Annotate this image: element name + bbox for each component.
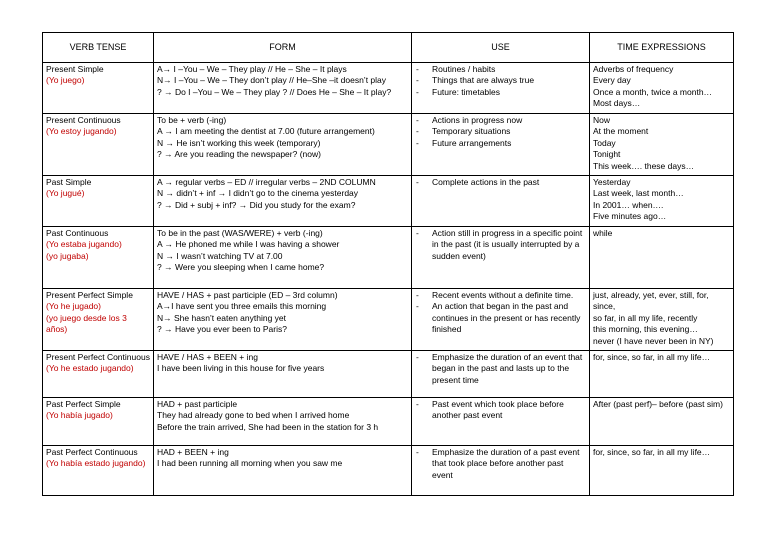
table-row: [43, 176, 734, 227]
use-cell: [412, 351, 590, 398]
time-line: while: [593, 228, 613, 238]
form-cell: [154, 351, 412, 398]
use-item: - Emphasize the duration of an event that began in the past and lasts up to the present time: [415, 352, 586, 386]
time-cell: [590, 176, 734, 227]
form-line: A→I have sent you three emails this morning: [157, 301, 327, 312]
use-cell: [412, 63, 590, 114]
header-time-expressions: TIME EXPRESSIONS: [590, 33, 734, 63]
tense-name: Past Perfect Simple: [46, 399, 121, 409]
time-line: Most days…: [593, 98, 641, 109]
verb-tenses-table: [42, 32, 734, 496]
form-cell: [154, 446, 412, 496]
form-cell: [154, 227, 412, 289]
table-row: [43, 114, 734, 176]
time-line: After (past perf)– before (past sim): [593, 399, 723, 409]
table-row: [43, 351, 734, 398]
use-list: [415, 447, 586, 481]
form-line: ? → Have you ever been to Paris?: [157, 324, 287, 335]
table-row: [43, 63, 734, 114]
form-line: To be + verb (-ing): [157, 115, 227, 125]
form-line: HAD + past participle: [157, 399, 238, 409]
table-row: [43, 398, 734, 446]
tense-cell: [43, 446, 154, 496]
form-line: N→ I –You – We – They don’t play // He–She –it doesn’t play: [157, 75, 387, 86]
header-use: USE: [412, 33, 590, 63]
tense-name: Past Continuous: [46, 228, 109, 238]
tense-spanish: (Yo he estado jugando): [46, 363, 134, 374]
use-cell: [412, 398, 590, 446]
tense-name: Present Perfect Simple: [46, 290, 133, 300]
form-line: N → He isn’t working this week (temporary): [157, 137, 321, 148]
table-row: [43, 227, 734, 289]
form-line: A → regular verbs – ED // irregular verbs – 2ND COLUMN: [157, 177, 376, 187]
tense-cell: [43, 176, 154, 227]
time-line: Tonight: [593, 149, 621, 160]
use-item: - Emphasize the duration of a past event that took place before another past event: [415, 447, 586, 481]
use-cell: [412, 227, 590, 289]
time-line: Now: [593, 115, 611, 125]
use-item: - Temporary situations: [415, 126, 586, 137]
time-cell: [590, 351, 734, 398]
form-cell: [154, 63, 412, 114]
tense-name: Present Perfect Continuous: [46, 352, 150, 362]
tense-cell: [43, 398, 154, 446]
use-item: - Future: timetables: [415, 87, 586, 98]
form-line: ? → Did + subj + inf? → Did you study for the exam?: [157, 199, 356, 210]
time-cell: [590, 398, 734, 446]
use-cell: [412, 114, 590, 176]
tense-spanish: (yo jugaba): [46, 250, 89, 261]
form-line: N → I wasn’t watching TV at 7.00: [157, 250, 283, 261]
use-list: [415, 352, 586, 386]
time-line: Five minutes ago…: [593, 211, 667, 222]
form-line: ? → Are you reading the newspaper? (now): [157, 149, 321, 160]
time-cell: [590, 63, 734, 114]
time-line: Adverbs of frequency: [593, 64, 674, 74]
time-cell: [590, 446, 734, 496]
form-line: Before the train arrived, She had been in the station for 3 h: [157, 421, 379, 432]
use-list: [415, 115, 586, 149]
form-line: N → didn’t + inf → I didn’t go to the cinema yesterday: [157, 188, 359, 199]
use-list: [415, 228, 586, 262]
header-form: FORM: [154, 33, 412, 63]
time-line: Once a month, twice a month…: [593, 86, 713, 97]
tense-name: Present Simple: [46, 64, 104, 74]
time-line: In 2001… when….: [593, 199, 664, 210]
tense-spanish: (Yo estaba jugando): [46, 239, 122, 250]
form-line: A → He phoned me while I was having a shower: [157, 239, 340, 250]
use-item: - Things that are always true: [415, 75, 586, 86]
use-item: - Recent events without a definite time.: [415, 290, 586, 301]
use-cell: [412, 289, 590, 351]
form-line: N→ She hasn’t eaten anything yet: [157, 312, 286, 323]
form-cell: [154, 398, 412, 446]
use-cell: [412, 446, 590, 496]
use-item: - Actions in progress now: [415, 115, 586, 126]
tense-spanish: (Yo jugué): [46, 188, 85, 199]
form-line: A → I am meeting the dentist at 7.00 (future arrangement): [157, 126, 375, 137]
table-row: [43, 289, 734, 351]
form-line: ? → Were you sleeping when I came home?: [157, 262, 325, 273]
time-line: never (I have never been in NY): [593, 335, 714, 346]
time-cell: [590, 227, 734, 289]
time-line: Yesterday: [593, 177, 631, 187]
tense-cell: [43, 114, 154, 176]
time-line: Today: [593, 137, 616, 148]
table-row: [43, 446, 734, 496]
form-line: HAD + BEEN + ing: [157, 447, 229, 457]
tense-cell: [43, 63, 154, 114]
use-list: [415, 399, 586, 422]
form-cell: [154, 176, 412, 227]
tense-name: Present Continuous: [46, 115, 121, 125]
use-cell: [412, 176, 590, 227]
form-line: A→ I –You – We – They play // He – She – It plays: [157, 64, 347, 74]
form-line: HAVE / HAS + past participle (ED – 3rd column): [157, 290, 338, 300]
form-line: To be in the past (WAS/WERE) + verb (-ing): [157, 228, 323, 238]
header-row: [43, 33, 734, 63]
time-line: Last week, last month…: [593, 188, 684, 199]
form-line: I have been living in this house for five years: [157, 363, 325, 374]
time-line: this morning, this evening…: [593, 324, 698, 335]
use-item: - Routines / habits: [415, 64, 586, 75]
time-line: so far, in all my life, recently: [593, 312, 698, 323]
time-line: for, since, so far, in all my life…: [593, 447, 711, 457]
tense-spanish: (Yo había jugado): [46, 410, 113, 421]
use-item: - Past event which took place before another past event: [415, 399, 586, 422]
tense-cell: [43, 227, 154, 289]
tense-name: Past Perfect Continuous: [46, 447, 138, 457]
tense-spanish: (Yo estoy jugando): [46, 126, 117, 137]
tense-name: Past Simple: [46, 177, 92, 187]
use-item: - Action still in progress in a specific point in the past (it is usually interrupted by a sudden event): [415, 228, 586, 262]
use-list: [415, 177, 586, 188]
header-verb-tense: VERB TENSE: [43, 33, 154, 63]
time-line: Every day: [593, 75, 631, 86]
tense-spanish: (Yo había estado jugando): [46, 458, 146, 469]
form-line: I had been running all morning when you saw me: [157, 458, 343, 469]
time-line: At the moment: [593, 126, 649, 137]
time-line: This week…. these days…: [593, 160, 695, 171]
form-line: ? → Do I –You – We – They play ? // Does He – She – It play?: [157, 86, 392, 97]
tense-cell: [43, 289, 154, 351]
form-cell: [154, 114, 412, 176]
time-line: just, already, yet, ever, still, for, since,: [593, 290, 709, 312]
form-cell: [154, 289, 412, 351]
tense-spanish: (Yo juego): [46, 75, 85, 86]
use-item: - Complete actions in the past: [415, 177, 586, 188]
tense-spanish: (Yo he jugado): [46, 301, 101, 312]
form-line: They had already gone to bed when I arrived home: [157, 410, 350, 421]
use-item: - An action that began in the past and continues in the present or has recently finished: [415, 301, 586, 335]
time-cell: [590, 289, 734, 351]
time-cell: [590, 114, 734, 176]
time-line: for, since, so far, in all my life…: [593, 352, 711, 362]
use-list: [415, 64, 586, 98]
tense-spanish: (yo juego desde los 3 años): [46, 312, 127, 335]
use-item: - Future arrangements: [415, 138, 586, 149]
use-list: [415, 290, 586, 336]
form-line: HAVE / HAS + BEEN + ing: [157, 352, 258, 362]
tense-cell: [43, 351, 154, 398]
